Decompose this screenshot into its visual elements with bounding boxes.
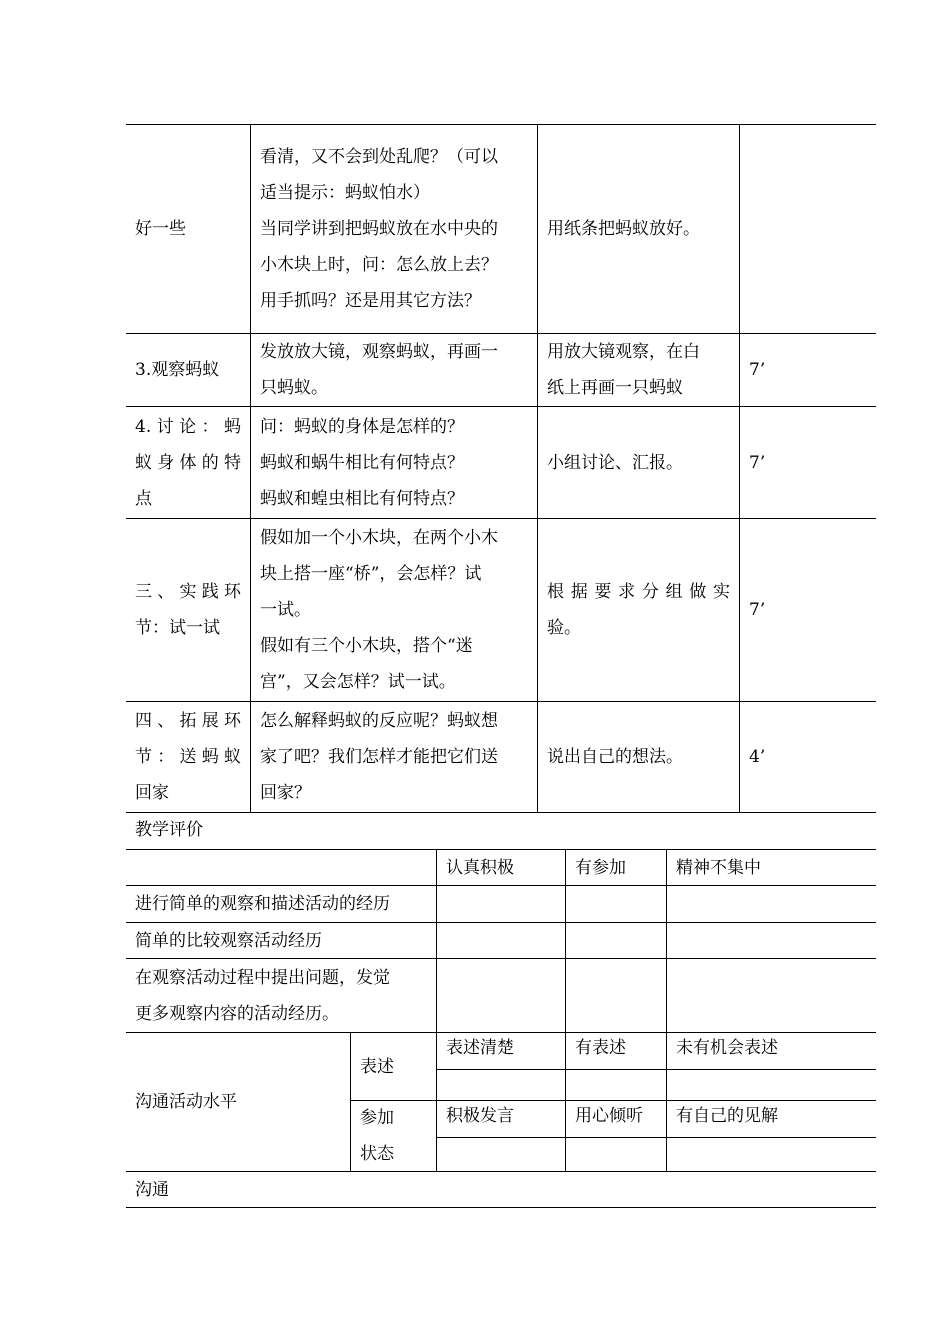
step-text: 3.观察蚂蚁 [135,360,220,380]
student-text: 用纸条把蚂蚁放好。 [547,219,700,239]
teacher-text: 看清，又不会到处乱爬？（可以 [260,147,498,167]
column-header [566,850,666,885]
column-header [437,850,565,885]
expression-option-text: 未有机会表述 [676,1038,778,1058]
teacher-text: 回家？ [260,783,311,803]
teacher-text: 发放放大镜，观察蚂蚁，再画一 [260,342,498,362]
teacher-text: 问：蚂蚁的身体是怎样的？ [260,416,464,437]
time-text: 4’ [749,747,766,767]
step-cell [126,334,250,406]
teacher-text: 一试。 [260,600,311,620]
teacher-text: 只蚂蚁。 [260,378,328,398]
student-text: 验。 [547,618,581,638]
step-cell [126,702,250,812]
column-header-text: 认真积极 [446,857,514,878]
teacher-text: 用手抓吗？还是用其它方法？ [260,291,481,311]
step-text: 节：送蚂蚁 [135,747,241,767]
teacher-text: 蚂蚁和蝗虫相比有何特点？ [260,488,464,509]
criterion-cell [126,886,436,922]
student-text: 根据要求分组做实 [547,582,730,602]
teacher-text: 适当提示：蚂蚁怕水） [260,183,430,203]
teacher-text: 假如有三个小木块，搭个“迷 [260,636,473,656]
column-header [667,850,876,885]
teacher-activity-cell [251,407,537,518]
participation-option-text: 有自己的见解 [676,1106,778,1126]
student-activity-cell [538,334,739,406]
step-text: 节：试一试 [135,618,220,638]
step-text: 蚁身体的特 [135,452,241,473]
student-text: 用放大镜观察，在白 [547,342,700,362]
teacher-text: 小木块上时，问：怎么放上去？ [260,255,498,275]
time-text: 7’ [749,600,766,620]
participation-label [351,1101,436,1171]
communication-footer-text: 沟通 [135,1179,169,1200]
criterion-text: 更多观察内容的活动经历。 [135,1003,339,1024]
participation-option [566,1101,666,1131]
evaluation-heading-text: 教学评价 [135,820,203,840]
expression-option [566,1033,666,1063]
communication-footer [126,1172,426,1207]
teacher-text: 怎么解释蚂蚁的反应呢？蚂蚁想 [260,711,498,731]
expression-option-text: 表述清楚 [446,1038,514,1058]
student-text: 说出自己的想法。 [547,747,683,767]
communication-level-text: 沟通活动水平 [135,1092,237,1112]
expression-option-text: 有表述 [575,1038,626,1058]
teacher-text: 当同学讲到把蚂蚁放在水中央的 [260,219,498,239]
communication-level-label [126,1033,350,1171]
criterion-cell [126,959,436,1032]
time-text: 7’ [749,452,766,473]
student-activity-cell [538,407,739,518]
time-cell [740,702,876,812]
time-cell [740,407,876,518]
time-cell [740,519,876,701]
participation-option [437,1101,565,1131]
teacher-text: 块上搭一座“桥”，会怎样？试 [260,564,482,584]
table-rule [436,1069,876,1070]
participation-option [667,1101,876,1131]
participation-text: 状态 [360,1144,394,1164]
expression-text: 表述 [360,1056,394,1077]
participation-option-text: 用心倾听 [575,1106,643,1126]
criterion-text: 在观察活动过程中提出问题，发觉 [135,967,390,988]
time-cell [740,125,876,333]
student-text: 纸上再画一只蚂蚁 [547,378,683,398]
student-text: 小组讨论、汇报。 [547,452,683,473]
student-activity-cell [538,702,739,812]
student-activity-cell [538,519,739,701]
step-text: 点 [135,488,152,509]
step-cell [126,125,250,333]
step-text: 好一些 [135,219,186,239]
evaluation-heading [126,812,426,848]
column-header-text: 有参加 [575,857,626,878]
teacher-text: 蚂蚁和蜗牛相比有何特点？ [260,452,464,473]
column-header-text: 精神不集中 [676,857,761,878]
participation-option-text: 积极发言 [446,1106,514,1126]
expression-label [351,1033,436,1100]
step-text: 三、实践环 [135,582,241,602]
teacher-text: 假如加一个小木块，在两个小木 [260,528,498,548]
step-text: 4.讨论：蚂 [135,416,241,437]
student-activity-cell [538,125,739,333]
teacher-activity-cell [251,125,537,333]
teacher-activity-cell [251,702,537,812]
expression-option [437,1033,565,1063]
teacher-text: 家了吧？我们怎样才能把它们送 [260,747,498,767]
step-cell [126,519,250,701]
expression-option [667,1033,876,1063]
step-text: 四、拓展环 [135,711,241,731]
criterion-text: 简单的比较观察活动经历 [135,930,322,951]
step-cell [126,407,250,518]
teacher-text: 宫”，又会怎样？试一试。 [260,672,456,692]
teacher-activity-cell [251,334,537,406]
table-rule [436,1137,876,1138]
time-cell [740,334,876,406]
participation-text: 参加 [360,1108,394,1128]
time-text: 7’ [749,360,766,380]
step-text: 回家 [135,783,169,803]
criterion-text: 进行简单的观察和描述活动的经历 [135,894,390,914]
criterion-cell [126,923,436,958]
teacher-activity-cell [251,519,537,701]
